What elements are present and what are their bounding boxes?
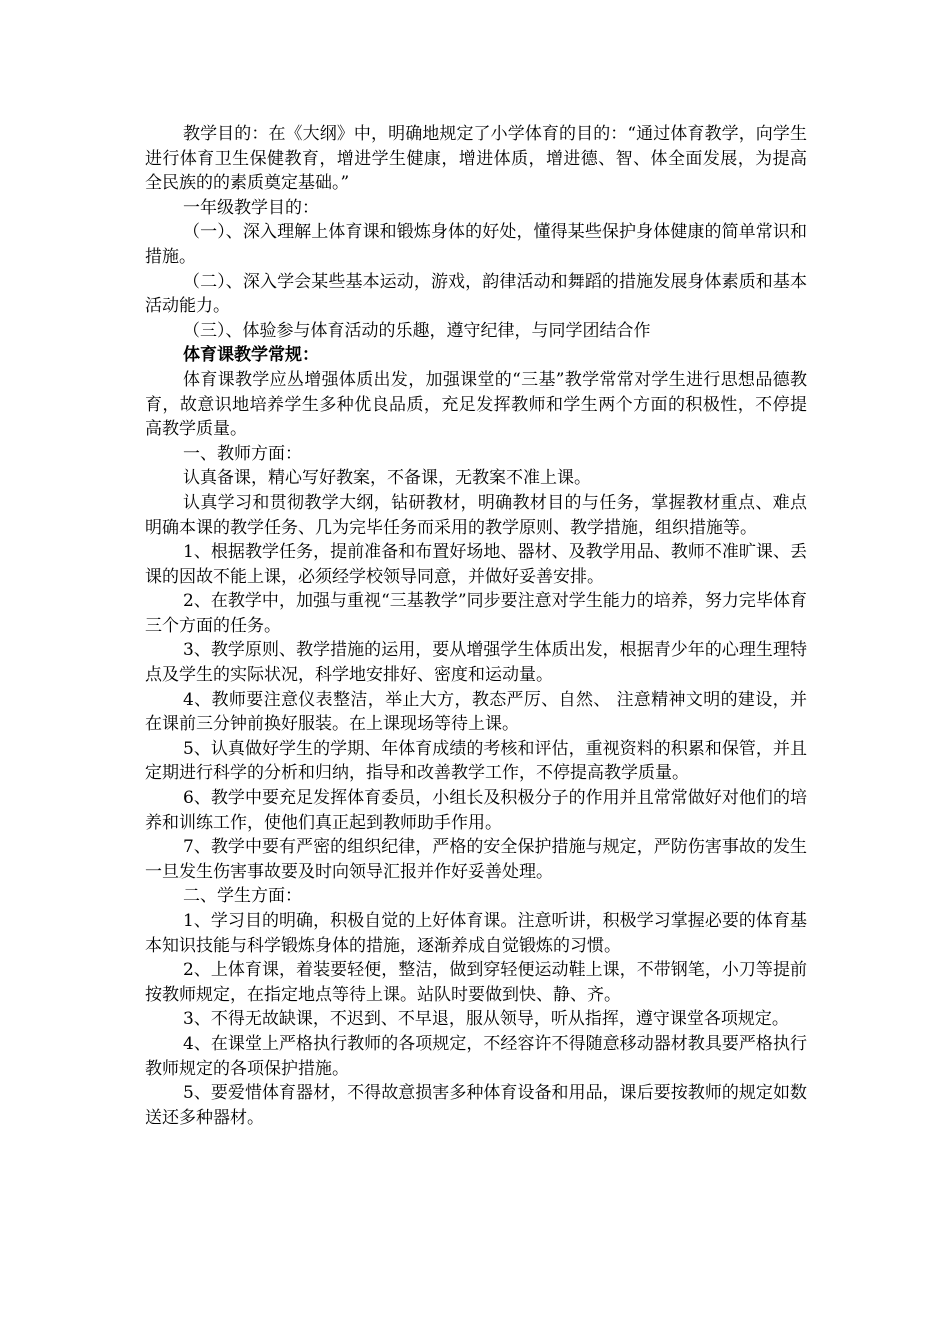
- paragraph-teacher-item-7: 7、教学中要有严密的组织纪律，严格的安全保护措施与规定，严防伤害事故的发生一旦发生伤害事故要及时向领导汇报并作好妥善处理。: [145, 837, 807, 882]
- paragraph-grade1-purpose-heading: 一年级教学目的：: [183, 197, 319, 218]
- section-heading-routine: 体育课教学常规：: [183, 345, 319, 366]
- paragraph-teacher-item-1: 1、根据教学任务，提前准备和布置好场地、器材、及教学用品、教师不准旷课、丢课的因故不能上课，必须经学校领导同意，并做好妥善安排。: [145, 542, 807, 587]
- paragraph-teacher-study: 认真学习和贯彻教学大纲，钻研教材，明确教材目的与任务，掌握教材重点、难点明确本课的教学任务、几为完毕任务而采用的教学原则、教学措施，组织措施等。: [145, 492, 807, 538]
- paragraph-teaching-purpose: 教学目的：在《大纲》中，明确地规定了小学体育的目的：“通过体育教学，向学生进行体育卫生保健教育，增进学生健康，增进体质，增进德、智、体全面发展，为提高全民族的的素质奠定基础。”: [145, 124, 807, 194]
- paragraph-teacher-item-3: 3、教学原则、教学措施的运用，要从增强学生体质出发，根据青少年的心理生理特点及学生的实际状况，科学地安排好、密度和运动量。: [145, 640, 807, 686]
- paragraph-student-item-4: 4、在课堂上严格执行教师的各项规定，不经容许不得随意移动器材教具要严格执行教师规定的各项保护措施。: [145, 1033, 807, 1079]
- paragraph-teacher-item-2: 2、在教学中，加强与重视“三基教学”同步要注意对学生能力的培养，努力完毕体育三个方面的任务。: [145, 591, 807, 636]
- paragraph-teacher-item-5: 5、认真做好学生的学期、年体育成绩的考核和评估，重视资料的积累和保管，并且定期进行科学的分析和归纳，指导和改善教学工作，不停提高教学质量。: [145, 738, 807, 784]
- paragraph-purpose-item-2: （二）、深入学会某些基本运动，游戏，韵律活动和舞蹈的措施发展身体素质和基本活动能力。: [145, 271, 807, 317]
- paragraph-student-item-5: 5、要爱惜体育器材，不得故意损害多种体育设备和用品，课后要按教师的规定如数送还多种器材。: [145, 1083, 807, 1128]
- paragraph-purpose-item-3: （三）、体验参与体育活动的乐趣，遵守纪律，与同学团结合作: [183, 320, 651, 341]
- paragraph-student-heading: 二、学生方面：: [183, 886, 302, 907]
- paragraph-teacher-item-4: 4、教师要注意仪表整洁，举止大方，教态严厉、自然、 注意精神文明的建设，并在课前三分钟前换好服装。在上课现场等待上课。: [145, 689, 807, 735]
- document-page: [145, 122, 807, 1130]
- paragraph-teacher-prepare: 认真备课，精心写好教案，不备课，无教案不准上课。: [183, 468, 591, 489]
- paragraph-teacher-heading: 一、教师方面：: [183, 443, 302, 464]
- paragraph-student-item-2: 2、上体育课，着装要轻便，整洁，做到穿轻便运动鞋上课，不带钢笔，小刀等提前按教师规定，在指定地点等待上课。站队时要做到快、静、齐。: [145, 960, 807, 1005]
- paragraph-student-item-1: 1、学习目的明确，积极自觉的上好体育课。注意听讲，积极学习掌握必要的体育基本知识技能与科学锻炼身体的措施，逐渐养成自觉锻炼的习惯。: [145, 911, 807, 956]
- paragraph-teacher-item-6: 6、教学中要充足发挥体育委员，小组长及积极分子的作用并且常常做好对他们的培养和训练工作，使他们真正起到教师助手作用。: [145, 788, 807, 833]
- paragraph-purpose-item-1: （一）、深入理解上体育课和锻炼身体的好处，懂得某些保护身体健康的简单常识和措施。: [145, 222, 807, 267]
- paragraph-routine-intro: 体育课教学应丛增强体质出发，加强课堂的“三基”教学常常对学生进行思想品德教育，故意识地培养学生多种优良品质，充足发挥教师和学生两个方面的积极性，不停提高教学质量。: [145, 369, 807, 440]
- paragraph-student-item-3: 3、不得无故缺课，不迟到、不早退，服从领导，听从指挥，遵守课堂各项规定。: [183, 1009, 789, 1030]
